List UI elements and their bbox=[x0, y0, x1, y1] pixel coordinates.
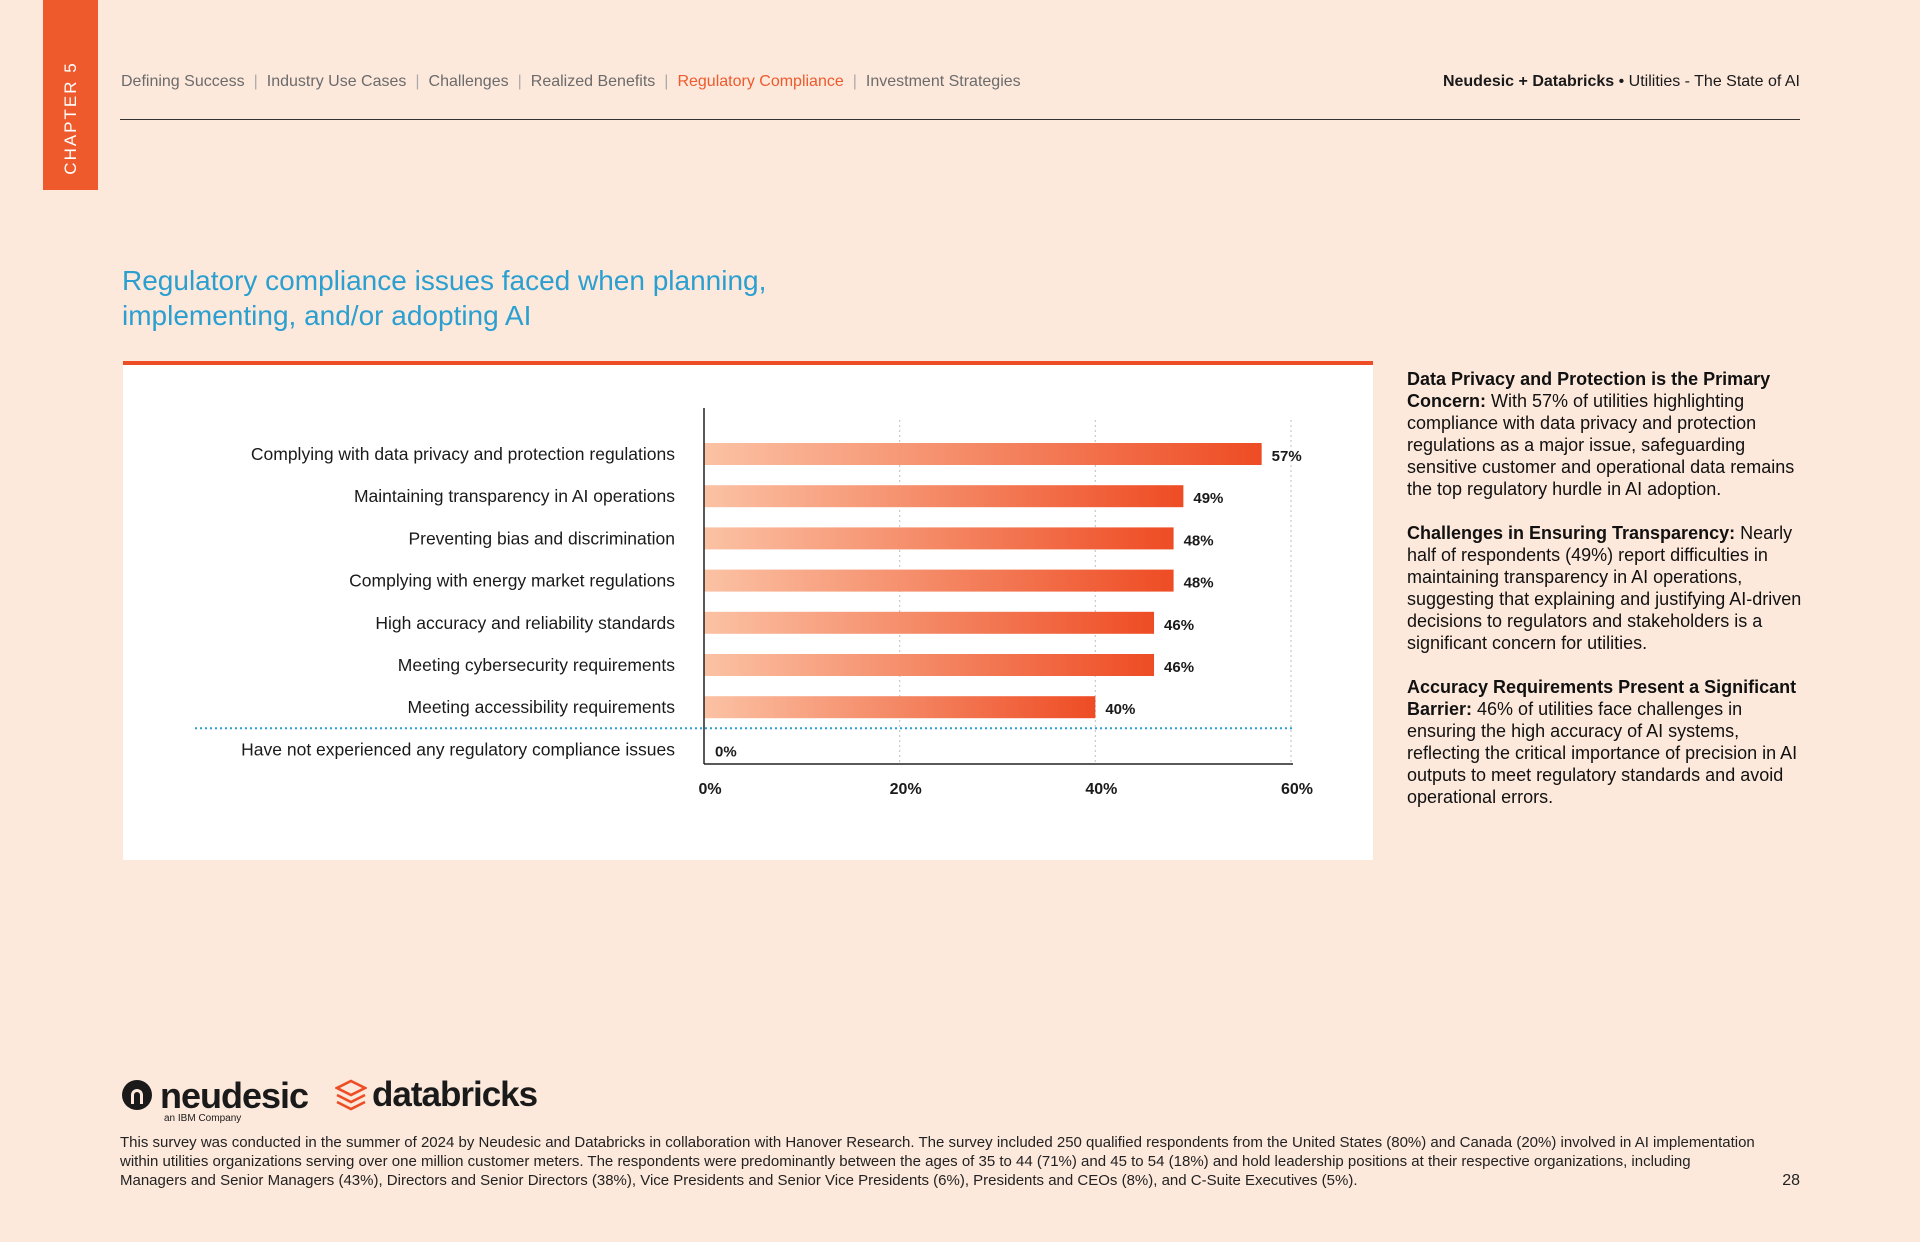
insight-heading: Data Privacy and Protection is the Primary Concern: bbox=[1407, 369, 1771, 411]
x-tick-label: 0% bbox=[698, 781, 722, 798]
data-label: 46% bbox=[1164, 659, 1195, 676]
data-label: 49% bbox=[1193, 490, 1224, 508]
category-label: Meeting cybersecurity requirements bbox=[397, 655, 675, 675]
data-label: 46% bbox=[1164, 616, 1195, 634]
category-label: Meeting accessibility requirements bbox=[407, 697, 675, 718]
insight-heading: Accuracy Requirements Present a Significant Barrier: bbox=[1407, 677, 1797, 719]
x-tick-label: 60% bbox=[1280, 781, 1314, 798]
brand-bold: Neudesic + Databricks bbox=[1442, 73, 1615, 90]
category-label: Preventing bias and discrimination bbox=[408, 528, 675, 549]
nav-link-challenges[interactable]: Challenges bbox=[428, 73, 509, 90]
x-tick-label: 40% bbox=[1085, 781, 1118, 798]
category-label: Have not experienced any regulatory compliance issues bbox=[241, 739, 675, 760]
insight-heading: Challenges in Ensuring Transparency: bbox=[1407, 523, 1736, 543]
x-tick-label: 20% bbox=[889, 781, 922, 798]
neudesic-logo-subtitle: an IBM Company bbox=[164, 1113, 242, 1124]
brand-line bbox=[1443, 73, 1800, 91]
insight-body: 46% of utilities face challenges in ensuring the high accuracy of AI systems, reflecting the critical importance of precision in AI outputs to meet regulatory standards and avoid operational errors. bbox=[1407, 699, 1798, 807]
databricks-logo-mark bbox=[335, 1079, 367, 1113]
footer-logos bbox=[122, 1075, 572, 1125]
category-label: Maintaining transparency in AI operations bbox=[353, 486, 675, 507]
nav-separator: | bbox=[415, 73, 420, 90]
nav-link-investment-strategies[interactable]: Investment Strategies bbox=[865, 73, 1021, 90]
nav-link-industry-use-cases[interactable]: Industry Use Cases bbox=[266, 73, 407, 90]
bar bbox=[704, 527, 1174, 549]
databricks-logo-text: databricks bbox=[372, 1075, 538, 1114]
nav-separator: | bbox=[852, 73, 857, 90]
data-label: 0% bbox=[715, 743, 737, 761]
nav-separator: | bbox=[517, 73, 522, 90]
category-label: Complying with data privacy and protection regulations bbox=[250, 444, 675, 464]
section-nav bbox=[121, 73, 1021, 91]
insight-block bbox=[1407, 522, 1807, 654]
chapter-tab bbox=[43, 0, 98, 190]
nav-link-regulatory-compliance[interactable]: Regulatory Compliance bbox=[677, 73, 844, 90]
chart-panel bbox=[123, 361, 1373, 860]
insight-block bbox=[1407, 368, 1807, 500]
nav-link-defining-success[interactable]: Defining Success bbox=[121, 73, 245, 90]
insight-body: With 57% of utilities highlighting compliance with data privacy and protection regulations as a major issue, safeguarding sensitive customer and operational data remains the top regulatory hurdle in AI adoption. bbox=[1407, 391, 1795, 499]
nav-link-realized-benefits[interactable]: Realized Benefits bbox=[530, 73, 656, 90]
neudesic-logo-text: neudesic bbox=[160, 1075, 309, 1116]
chart-title: Regulatory compliance issues faced when planning, implementing, and/or adopting AI bbox=[122, 265, 767, 331]
insights-sidebar bbox=[1407, 368, 1807, 830]
data-label: 40% bbox=[1105, 701, 1136, 719]
bar bbox=[704, 654, 1154, 676]
chapter-label: CHAPTER 5 bbox=[60, 61, 80, 175]
nav-separator: | bbox=[253, 73, 258, 90]
page-number: 28 bbox=[1782, 1172, 1800, 1189]
header-divider bbox=[120, 119, 1800, 120]
insight-block bbox=[1407, 676, 1807, 808]
brand-bullet: • bbox=[1618, 73, 1625, 90]
data-label: 57% bbox=[1271, 448, 1302, 465]
bar bbox=[704, 485, 1183, 507]
bar-chart bbox=[123, 365, 1373, 860]
bar bbox=[704, 696, 1095, 718]
neudesic-logo-mark bbox=[122, 1080, 152, 1110]
survey-footnote: This survey was conducted in the summer of 2024 by Neudesic and Databricks in collaboration with Hanover Research. The survey included 250 qualified respondents from the United States (80%) and Canada (20%) involved in AI implementation within utilities organizations serving over one million customer meters. The respondents were predominantly between the ages of 35 to 44 (71%) and 45 to 54 (18%) and hold leadership positions at their respective organizations, including Managers and Senior Managers (43%), Directors and Senior Directors (38%), Vice Presidents and Senior Vice Presidents (6%), Presidents and CEOs (8%), and C-Suite Executives (5%). bbox=[120, 1134, 1755, 1189]
category-label: Complying with energy market regulations bbox=[349, 570, 675, 591]
bar bbox=[704, 612, 1154, 634]
bar bbox=[704, 443, 1262, 465]
data-label: 48% bbox=[1183, 574, 1214, 592]
insight-body: Nearly half of respondents (49%) report difficulties in maintaining transparency in AI operations, suggesting that explaining and justifying AI-driven decisions to regulators and stakeholders is a significant concern for utilities. bbox=[1407, 523, 1802, 653]
category-label: High accuracy and reliability standards bbox=[375, 612, 675, 633]
nav-separator: | bbox=[664, 73, 669, 90]
data-label: 48% bbox=[1183, 532, 1214, 550]
bar bbox=[704, 570, 1174, 592]
brand-subtitle: Utilities - The State of AI bbox=[1628, 73, 1800, 90]
